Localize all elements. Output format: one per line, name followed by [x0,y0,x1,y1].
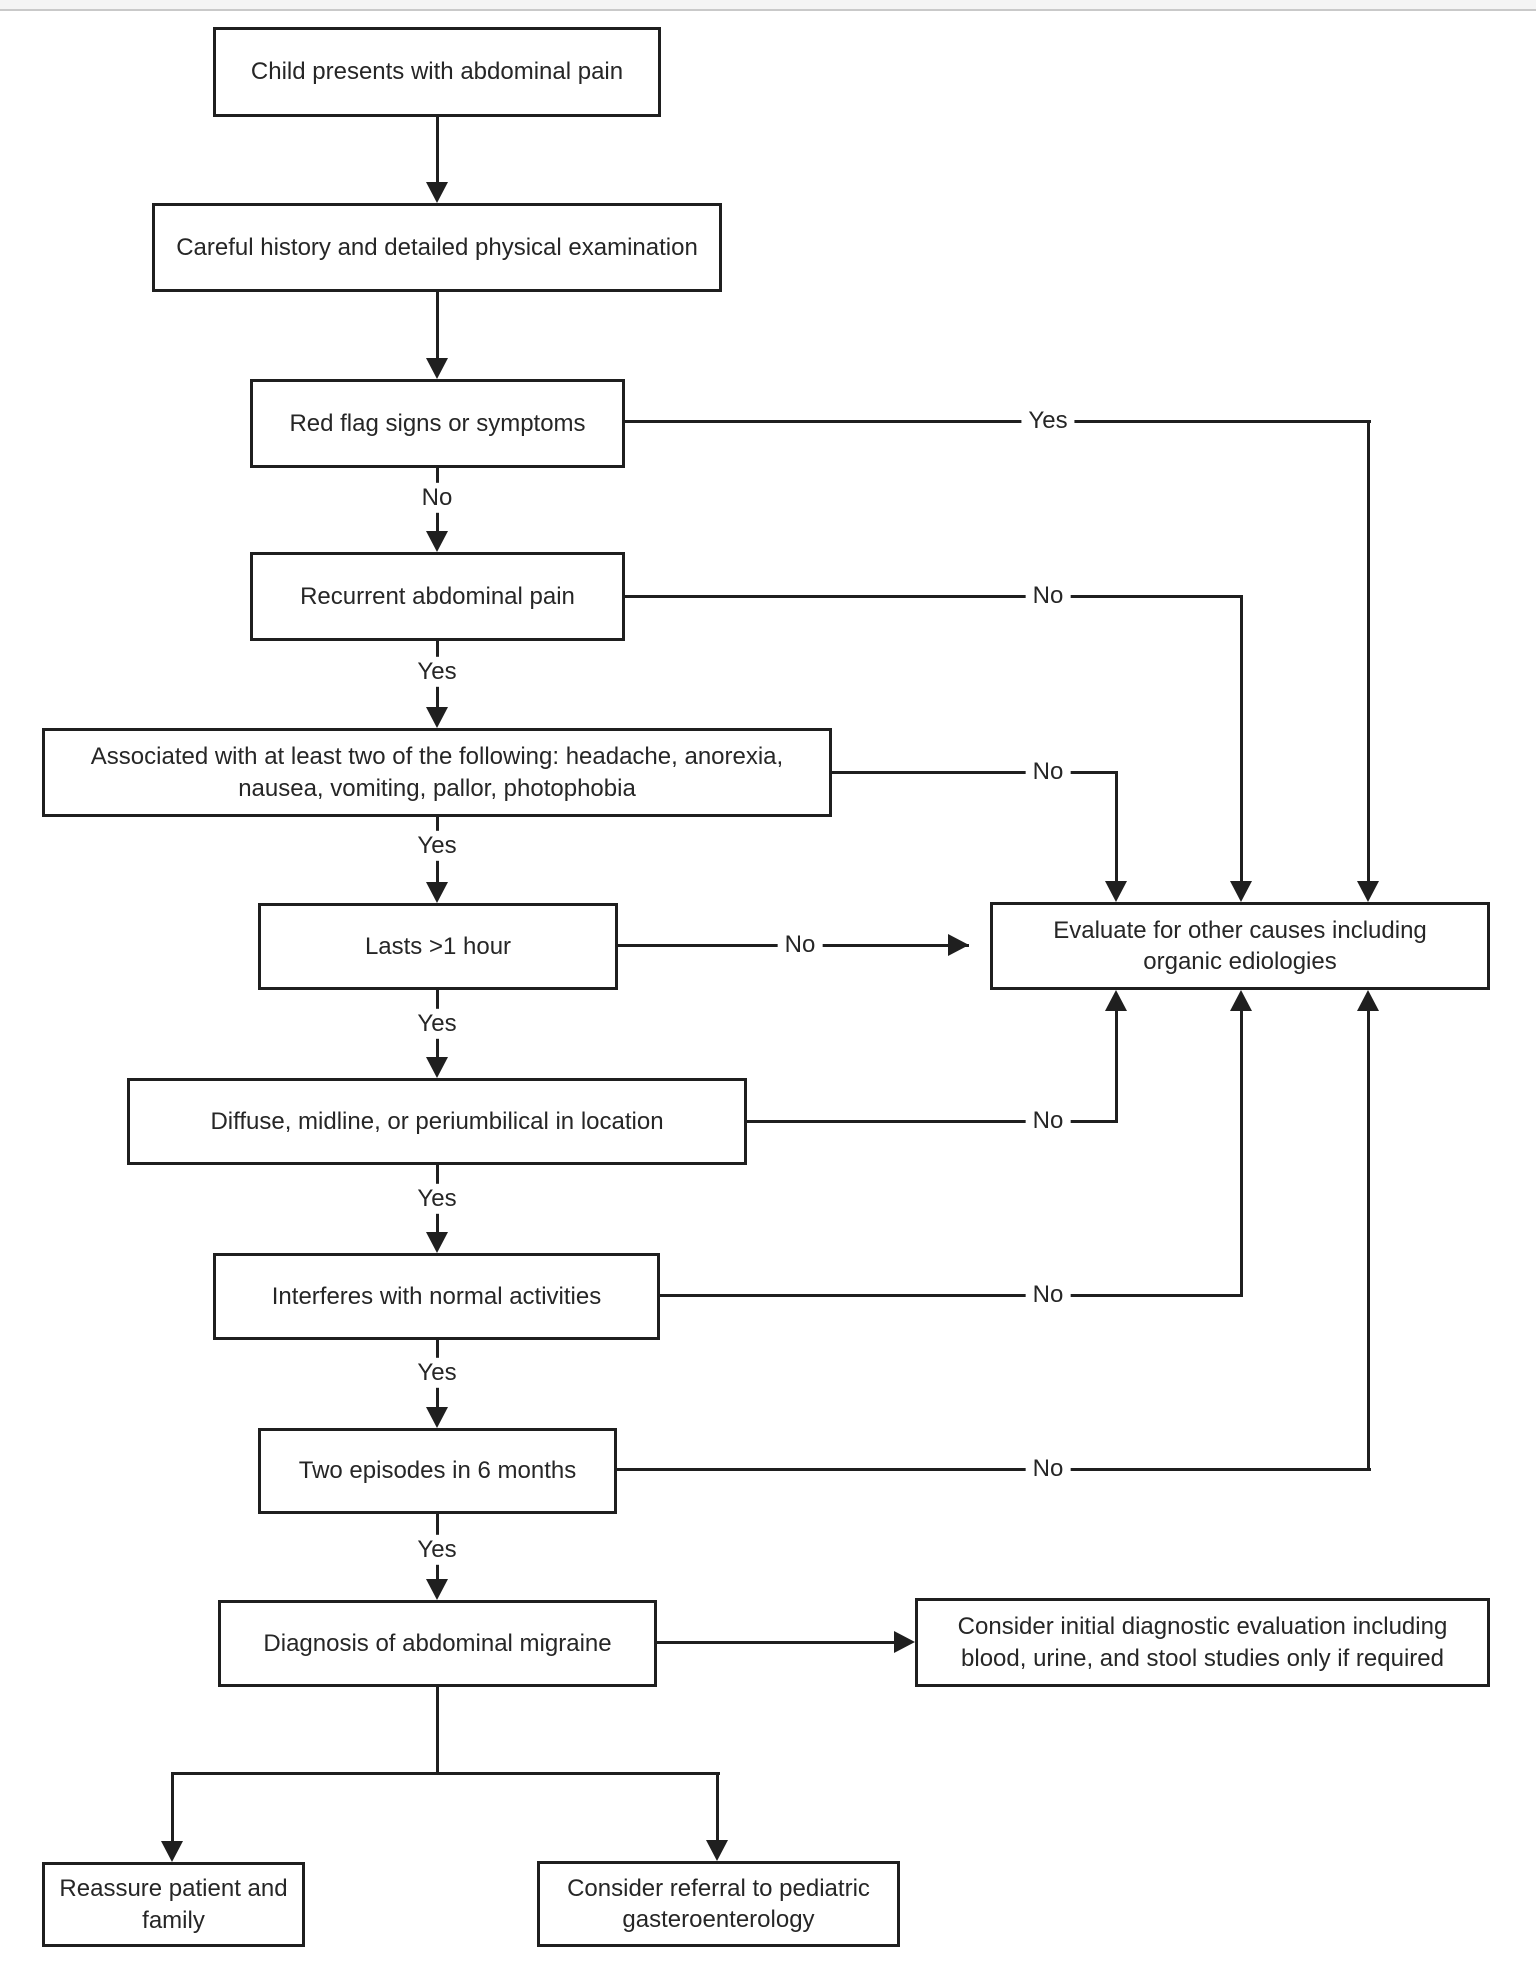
edge-child-to-history-line [436,117,439,182]
arrow-down-into-interferes [426,1232,448,1253]
node-evaluate-other-causes-label: Evaluate for other causes including organic ediologies [1053,916,1427,975]
arrow-associated-no-into-evaluate [1105,881,1127,902]
arrow-into-reassure [161,1841,183,1862]
edge-label-diffuse-yes: Yes [410,1184,463,1214]
node-consider-diagnostic-eval-label: Consider initial diagnostic evaluation including blood, urine, and stool studies only if required [957,1613,1448,1672]
node-reassure-family [42,1862,305,1947]
edge-recurrent-no-hline [625,595,1243,598]
node-referral-gastro-label: Consider referral to pediatric gasteroenterology [567,1874,870,1933]
edge-split-left-vline [171,1772,174,1841]
edge-episodes-no-vline [1367,1011,1370,1471]
edge-label-episodes-no: No [1026,1454,1071,1484]
edge-history-to-redflag-line [436,292,439,358]
edge-label-lasts-yes: Yes [410,1009,463,1039]
node-evaluate-other-causes [990,902,1490,990]
arrow-lasts-no-into-evaluate [948,934,969,956]
edge-interferes-no-vline [1240,1011,1243,1297]
edge-label-interferes-yes: Yes [410,1358,463,1388]
arrow-episodes-no-into-evaluate [1357,990,1379,1011]
edge-diffuse-no-vline [1115,1011,1118,1123]
edge-associated-no-vline [1115,771,1118,881]
edge-associated-no-hline [832,771,1118,774]
arrow-into-referral [706,1840,728,1861]
edge-label-redflag-yes: Yes [1021,406,1074,436]
arrow-down-into-history [426,182,448,203]
arrow-interferes-no-into-evaluate [1230,990,1252,1011]
arrow-down-into-recurrent [426,531,448,552]
node-red-flag-label: Red flag signs or symptoms [289,409,586,437]
arrow-diffuse-no-into-evaluate [1105,990,1127,1011]
node-consider-diagnostic-eval [915,1598,1490,1687]
edge-label-interferes-no: No [1026,1280,1071,1310]
edge-label-associated-no: No [1026,757,1071,787]
edge-episodes-no-hline [617,1468,1371,1471]
arrow-down-into-diffuse [426,1057,448,1078]
edge-split-right-vline [716,1772,719,1840]
node-interferes-activities [213,1253,660,1340]
edge-label-recurrent-no: No [1026,581,1071,611]
edge-interferes-no-hline [660,1294,1243,1297]
node-recurrent-pain [250,552,625,641]
edge-diagnosis-split-hline [171,1772,720,1775]
node-two-episodes [258,1428,617,1514]
arrow-recurrent-no-into-evaluate [1230,881,1252,902]
node-interferes-activities-label: Interferes with normal activities [271,1282,602,1310]
edge-label-associated-yes: Yes [410,831,463,861]
arrow-down-into-redflag [426,358,448,379]
edge-diagnosis-to-consider-hline [657,1641,894,1644]
top-window-bar [0,0,1536,11]
edge-label-redflag-no: No [415,483,460,513]
node-reassure-family-label: Reassure patient and family [59,1875,288,1934]
edge-label-diffuse-no: No [1026,1106,1071,1136]
node-diagnosis [218,1600,657,1687]
node-history-exam-label: Careful history and detailed physical examination [176,233,698,261]
node-diffuse-location-label: Diffuse, midline, or periumbilical in location [210,1107,664,1135]
node-lasts-hour-label: Lasts >1 hour [364,932,512,960]
node-two-episodes-label: Two episodes in 6 months [298,1457,577,1485]
edge-label-lasts-no: No [778,930,823,960]
node-recurrent-pain-label: Recurrent abdominal pain [300,582,575,610]
arrow-down-into-episodes [426,1407,448,1428]
node-diffuse-location [127,1078,747,1165]
edge-redflag-yes-hline [625,420,1371,423]
node-child-presents-label: Child presents with abdominal pain [250,58,624,86]
node-associated-symptoms [42,728,832,817]
edge-label-episodes-yes: Yes [410,1535,463,1565]
arrow-redflag-yes-into-evaluate [1357,881,1379,902]
arrow-down-into-associated [426,707,448,728]
node-red-flag [250,379,625,468]
arrow-down-into-lasts [426,882,448,903]
edge-label-recurrent-yes: Yes [410,657,463,687]
edge-recurrent-no-vline [1240,595,1243,881]
node-lasts-hour [258,903,618,990]
node-referral-gastro [537,1861,900,1947]
arrow-down-into-diagnosis [426,1579,448,1600]
edge-redflag-yes-vline [1367,420,1370,881]
node-child-presents [213,27,661,117]
edge-diagnosis-down-line [436,1687,439,1775]
arrow-into-consider-eval [894,1631,915,1653]
node-associated-symptoms-label: Associated with at least two of the following: headache, anorexia, nausea, vomiting, pallor, photophobia [90,743,784,802]
node-diagnosis-label: Diagnosis of abdominal migraine [263,1629,612,1657]
node-history-exam [152,203,722,292]
